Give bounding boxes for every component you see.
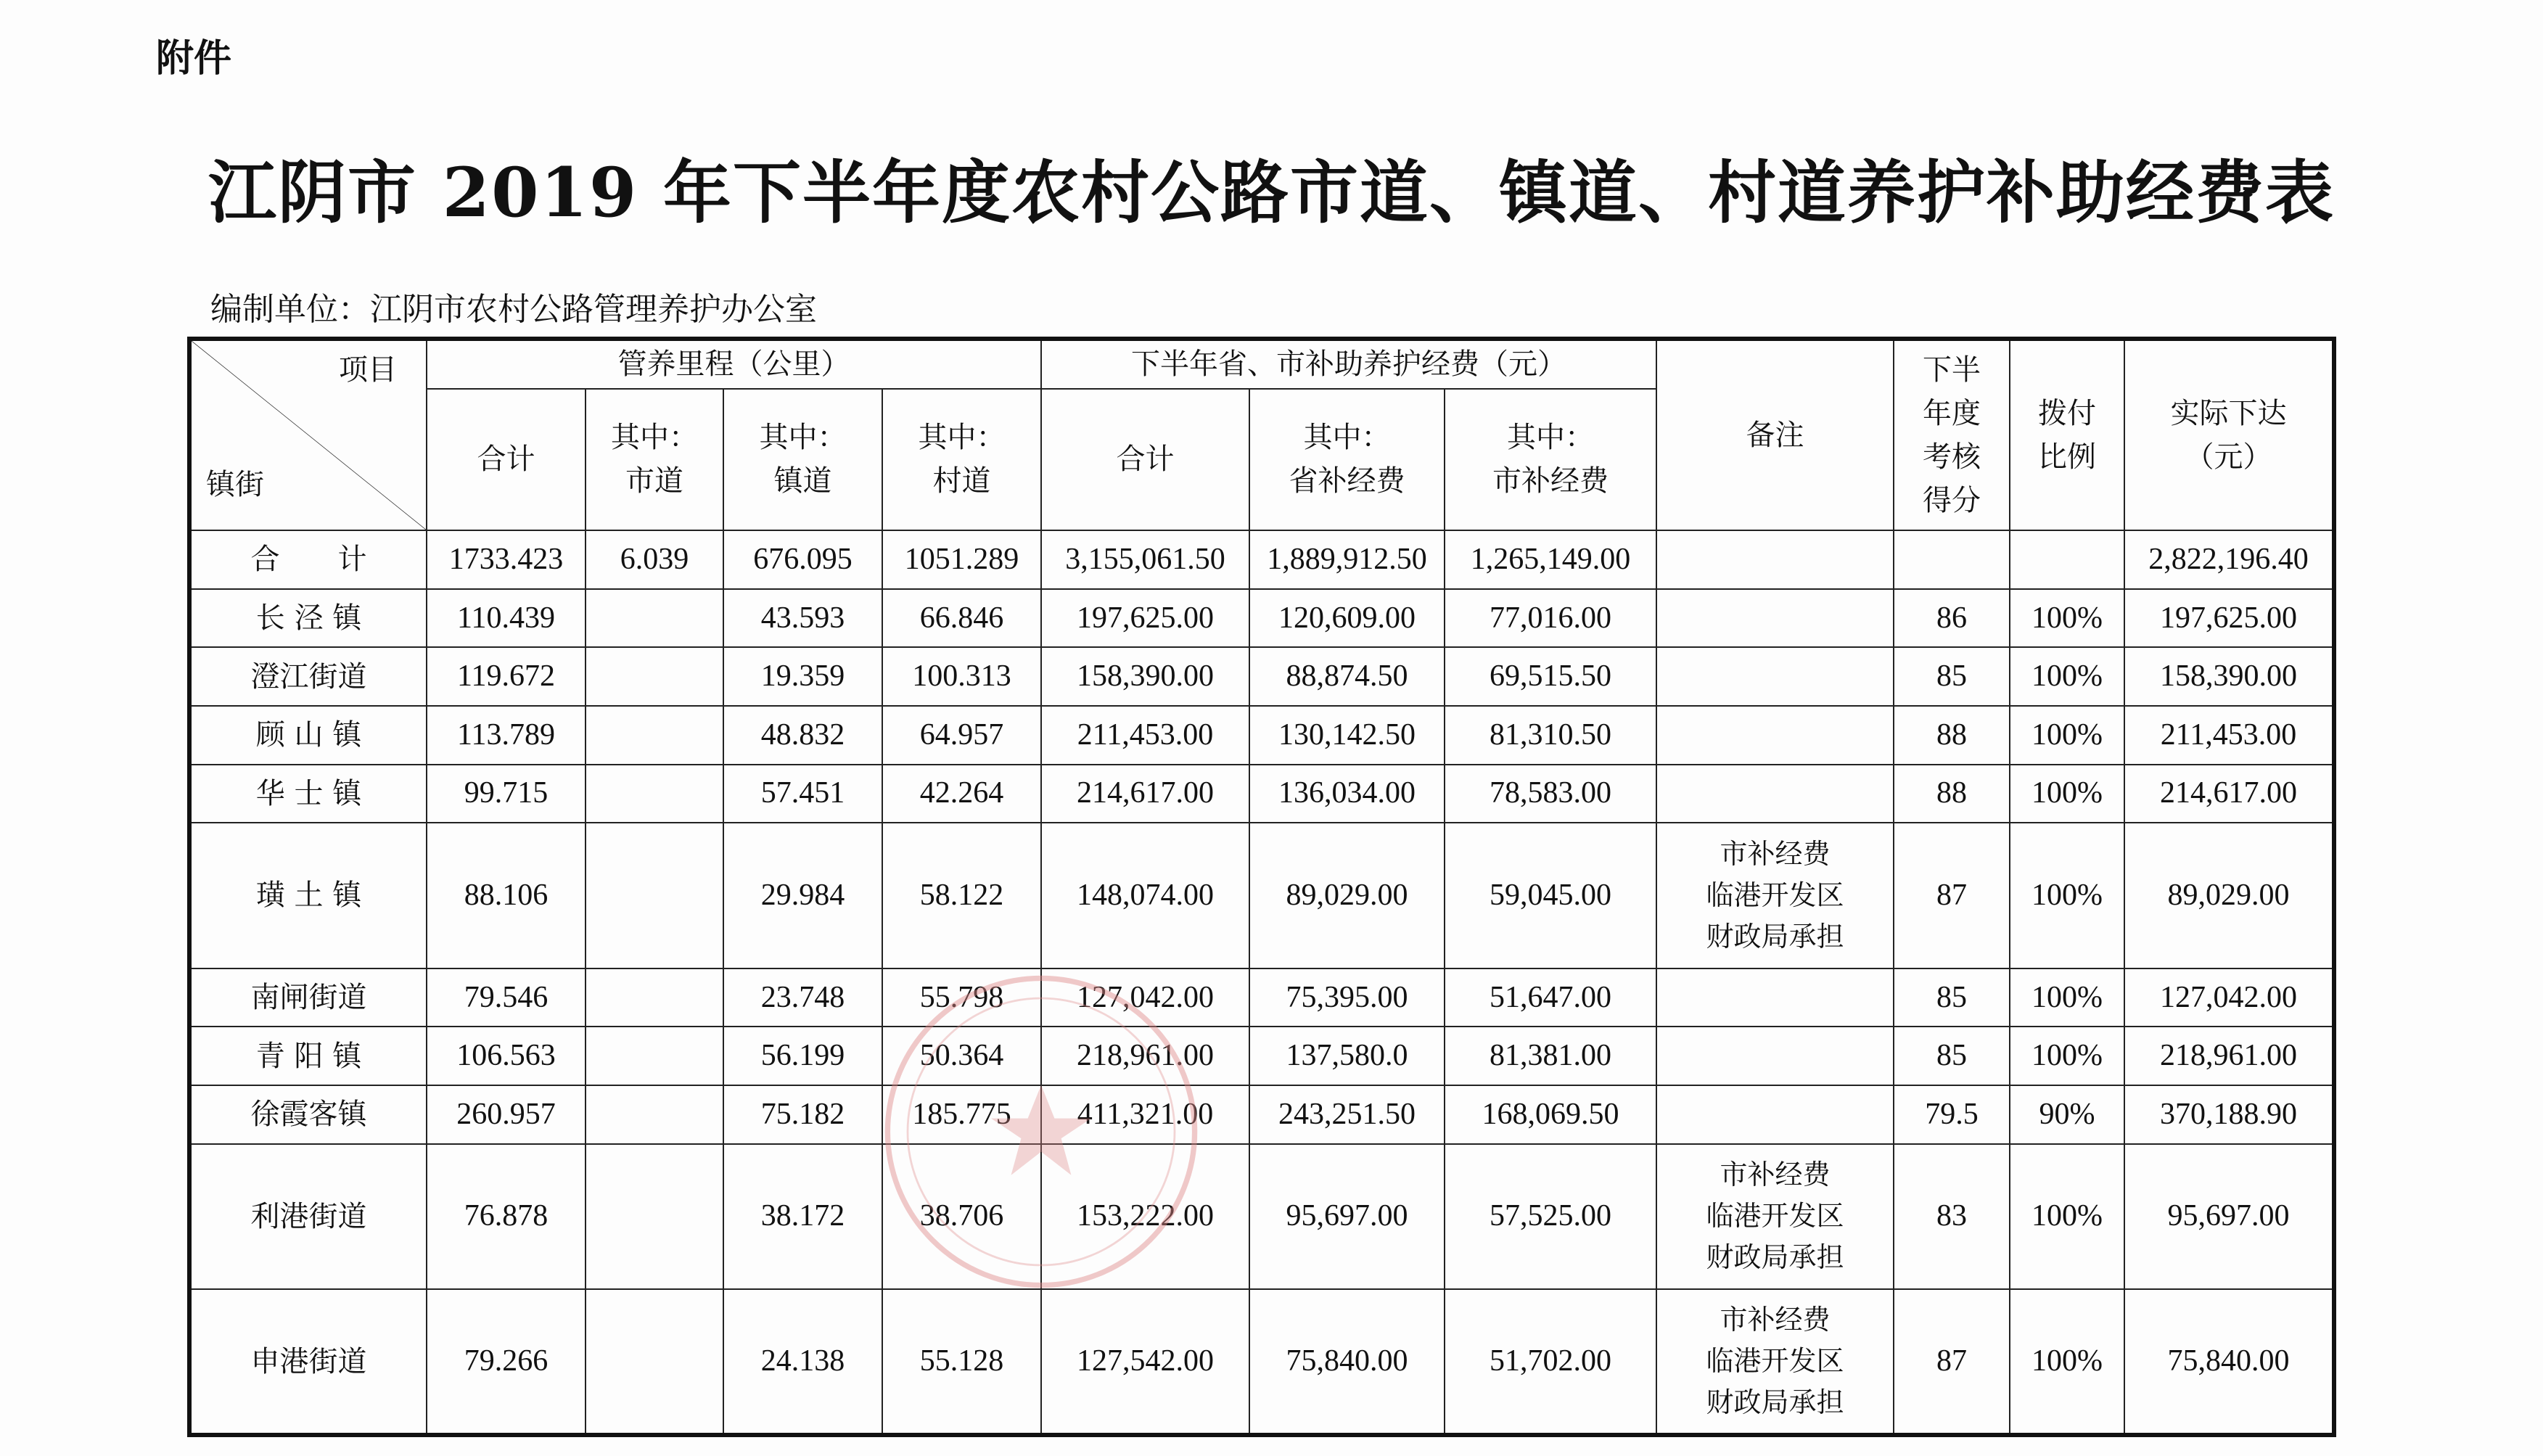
total-row bbox=[189, 530, 2334, 589]
cell-province-fund: 120,609.00 bbox=[1249, 589, 1445, 648]
cell-town-name: 南闸街道 bbox=[189, 968, 427, 1027]
cell-remark bbox=[1656, 968, 1894, 1027]
cell-province-fund: 75,395.00 bbox=[1249, 968, 1445, 1027]
cell-score: 88 bbox=[1894, 765, 2010, 823]
cell-mileage-total: 113.789 bbox=[427, 706, 586, 765]
cell-province-fund: 243,251.50 bbox=[1249, 1085, 1445, 1144]
cell-mileage-total: 110.439 bbox=[427, 589, 586, 648]
table-row bbox=[189, 765, 2334, 823]
town-road-header: 其中： 镇道 bbox=[723, 389, 882, 531]
cell-city-fund: 81,381.00 bbox=[1445, 1027, 1656, 1085]
cell-ratio: 100% bbox=[2010, 968, 2124, 1027]
compiling-unit: 编制单位：江阴市农村公路管理养护办公室 bbox=[210, 291, 817, 328]
remark-line: 财政局承担 bbox=[1706, 1241, 1844, 1274]
cell-province-fund: 1,889,912.50 bbox=[1249, 530, 1445, 589]
cell-town-name: 璜 土 镇 bbox=[189, 823, 427, 968]
village-road-header: 其中： 村道 bbox=[882, 389, 1041, 531]
remark-line: 财政局承担 bbox=[1706, 920, 1844, 953]
cell-city-road-km bbox=[586, 968, 723, 1027]
cell-ratio bbox=[2010, 530, 2124, 589]
cell-fund-total: 127,542.00 bbox=[1041, 1289, 1249, 1435]
cell-village-road-km: 185.775 bbox=[882, 1085, 1041, 1144]
cell-score: 88 bbox=[1894, 706, 2010, 765]
cell-score: 85 bbox=[1894, 647, 2010, 706]
cell-town-road-km: 24.138 bbox=[723, 1289, 882, 1435]
cell-fund-total: 148,074.00 bbox=[1041, 823, 1249, 968]
cell-city-road-km bbox=[586, 706, 723, 765]
cell-remark bbox=[1656, 706, 1894, 765]
cell-mileage-total: 1733.423 bbox=[427, 530, 586, 589]
cell-town-name: 青 阳 镇 bbox=[189, 1027, 427, 1085]
ratio-header: 拨付 比例 bbox=[2010, 339, 2124, 530]
cell-city-road-km bbox=[586, 1085, 723, 1144]
attachment-label: 附件 bbox=[156, 37, 232, 81]
cell-mileage-total: 79.266 bbox=[427, 1289, 586, 1435]
cell-city-fund: 77,016.00 bbox=[1445, 589, 1656, 648]
remark-line: 市补经费 bbox=[1720, 1159, 1831, 1191]
cell-score: 85 bbox=[1894, 1027, 2010, 1085]
cell-score: 83 bbox=[1894, 1144, 2010, 1290]
table-row bbox=[189, 1027, 2334, 1085]
cell-actual-amount: 2,822,196.40 bbox=[2124, 530, 2334, 589]
cell-fund-total: 153,222.00 bbox=[1041, 1144, 1249, 1290]
cell-village-road-km: 1051.289 bbox=[882, 530, 1041, 589]
cell-city-fund: 51,702.00 bbox=[1445, 1289, 1656, 1435]
cell-remark bbox=[1656, 1027, 1894, 1085]
cell-mileage-total: 88.106 bbox=[427, 823, 586, 968]
cell-town-name: 顾 山 镇 bbox=[189, 706, 427, 765]
table-row bbox=[189, 647, 2334, 706]
province-fund-header: 其中： 省补经费 bbox=[1249, 389, 1445, 531]
cell-city-road-km: 6.039 bbox=[586, 530, 723, 589]
city-fund-header: 其中： 市补经费 bbox=[1445, 389, 1656, 531]
cell-mileage-total: 79.546 bbox=[427, 968, 586, 1027]
table-row bbox=[189, 706, 2334, 765]
table-row bbox=[189, 1144, 2334, 1290]
cell-town-road-km: 75.182 bbox=[723, 1085, 882, 1144]
cell-actual-amount: 370,188.90 bbox=[2124, 1085, 2334, 1144]
score-header: 下半 年度 考核 得分 bbox=[1894, 339, 2010, 530]
cell-remark bbox=[1656, 1289, 1894, 1435]
cell-score: 79.5 bbox=[1894, 1085, 2010, 1144]
cell-city-fund: 1,265,149.00 bbox=[1445, 530, 1656, 589]
cell-fund-total: 218,961.00 bbox=[1041, 1027, 1249, 1085]
cell-mileage-total: 106.563 bbox=[427, 1027, 586, 1085]
cell-actual-amount: 158,390.00 bbox=[2124, 647, 2334, 706]
cell-province-fund: 136,034.00 bbox=[1249, 765, 1445, 823]
cell-province-fund: 89,029.00 bbox=[1249, 823, 1445, 968]
cell-village-road-km: 38.706 bbox=[882, 1144, 1041, 1290]
table-row bbox=[189, 1085, 2334, 1144]
cell-town-road-km: 19.359 bbox=[723, 647, 882, 706]
cell-town-road-km: 57.451 bbox=[723, 765, 882, 823]
cell-province-fund: 137,580.0 bbox=[1249, 1027, 1445, 1085]
cell-city-fund: 51,647.00 bbox=[1445, 968, 1656, 1027]
cell-actual-amount: 214,617.00 bbox=[2124, 765, 2334, 823]
cell-town-road-km: 56.199 bbox=[723, 1027, 882, 1085]
remark-line: 临港开发区 bbox=[1706, 1345, 1844, 1378]
cell-town-name: 长 泾 镇 bbox=[189, 589, 427, 648]
cell-town-name: 利港街道 bbox=[189, 1144, 427, 1290]
city-road-header: 其中： 市道 bbox=[586, 389, 723, 531]
cell-town-road-km: 43.593 bbox=[723, 589, 882, 648]
cell-village-road-km: 50.364 bbox=[882, 1027, 1041, 1085]
cell-actual-amount: 95,697.00 bbox=[2124, 1144, 2334, 1290]
table-row bbox=[189, 823, 2334, 968]
cell-town-name: 华 士 镇 bbox=[189, 765, 427, 823]
fund-total-header: 合计 bbox=[1041, 389, 1249, 531]
cell-remark bbox=[1656, 765, 1894, 823]
cell-city-road-km bbox=[586, 1027, 723, 1085]
cell-fund-total: 214,617.00 bbox=[1041, 765, 1249, 823]
cell-city-fund: 59,045.00 bbox=[1445, 823, 1656, 968]
cell-mileage-total: 99.715 bbox=[427, 765, 586, 823]
cell-town-road-km: 38.172 bbox=[723, 1144, 882, 1290]
table-body bbox=[189, 339, 2334, 1435]
page-title: 江阴市 2019 年下半年度农村公路市道、镇道、村道养护补助经费表 bbox=[208, 153, 2335, 233]
cell-actual-amount: 211,453.00 bbox=[2124, 706, 2334, 765]
cell-ratio: 100% bbox=[2010, 647, 2124, 706]
cell-province-fund: 75,840.00 bbox=[1249, 1289, 1445, 1435]
header-row-1 bbox=[189, 339, 2334, 389]
cell-actual-amount: 218,961.00 bbox=[2124, 1027, 2334, 1085]
cell-village-road-km: 55.798 bbox=[882, 968, 1041, 1027]
cell-fund-total: 3,155,061.50 bbox=[1041, 530, 1249, 589]
cell-town-road-km: 23.748 bbox=[723, 968, 882, 1027]
cell-ratio: 100% bbox=[2010, 1027, 2124, 1085]
cell-city-road-km bbox=[586, 1289, 723, 1435]
cell-mileage-total: 76.878 bbox=[427, 1144, 586, 1290]
cell-ratio: 100% bbox=[2010, 706, 2124, 765]
cell-score bbox=[1894, 530, 2010, 589]
actual-header: 实际下达 （元） bbox=[2124, 339, 2334, 530]
cell-fund-total: 158,390.00 bbox=[1041, 647, 1249, 706]
cell-actual-amount: 75,840.00 bbox=[2124, 1289, 2334, 1435]
cell-remark bbox=[1656, 823, 1894, 968]
cell-village-road-km: 42.264 bbox=[882, 765, 1041, 823]
cell-mileage-total: 119.672 bbox=[427, 647, 586, 706]
cell-ratio: 100% bbox=[2010, 1144, 2124, 1290]
corner-header-cell bbox=[189, 339, 427, 530]
cell-town-name: 澄江街道 bbox=[189, 647, 427, 706]
cell-fund-total: 411,321.00 bbox=[1041, 1085, 1249, 1144]
cell-fund-total: 197,625.00 bbox=[1041, 589, 1249, 648]
cell-city-road-km bbox=[586, 589, 723, 648]
cell-city-fund: 81,310.50 bbox=[1445, 706, 1656, 765]
cell-ratio: 100% bbox=[2010, 765, 2124, 823]
cell-province-fund: 88,874.50 bbox=[1249, 647, 1445, 706]
cell-score: 85 bbox=[1894, 968, 2010, 1027]
cell-fund-total: 211,453.00 bbox=[1041, 706, 1249, 765]
cell-ratio: 100% bbox=[2010, 823, 2124, 968]
cell-city-fund: 168,069.50 bbox=[1445, 1085, 1656, 1144]
cell-town-road-km: 676.095 bbox=[723, 530, 882, 589]
cell-ratio: 90% bbox=[2010, 1085, 2124, 1144]
cell-score: 86 bbox=[1894, 589, 2010, 648]
remark-line: 财政局承担 bbox=[1706, 1386, 1844, 1419]
cell-village-road-km: 66.846 bbox=[882, 589, 1041, 648]
cell-remark bbox=[1656, 647, 1894, 706]
cell-city-fund: 57,525.00 bbox=[1445, 1144, 1656, 1290]
cell-remark bbox=[1656, 1085, 1894, 1144]
fund-group-header: 下半年省、市补助养护经费（元） bbox=[1041, 339, 1656, 389]
cell-village-road-km: 64.957 bbox=[882, 706, 1041, 765]
cell-remark bbox=[1656, 1144, 1894, 1290]
cell-town-road-km: 48.832 bbox=[723, 706, 882, 765]
cell-town-road-km: 29.984 bbox=[723, 823, 882, 968]
cell-ratio: 100% bbox=[2010, 589, 2124, 648]
cell-town-name: 徐霞客镇 bbox=[189, 1085, 427, 1144]
cell-city-road-km bbox=[586, 823, 723, 968]
cell-city-road-km bbox=[586, 1144, 723, 1290]
cell-village-road-km: 100.313 bbox=[882, 647, 1041, 706]
town-header: 镇街 bbox=[206, 468, 264, 502]
cell-actual-amount: 127,042.00 bbox=[2124, 968, 2334, 1027]
cell-score: 87 bbox=[1894, 823, 2010, 968]
cell-village-road-km: 55.128 bbox=[882, 1289, 1041, 1435]
cell-province-fund: 130,142.50 bbox=[1249, 706, 1445, 765]
cell-score: 87 bbox=[1894, 1289, 2010, 1435]
remark-line: 市补经费 bbox=[1720, 837, 1831, 870]
remark-header: 备注 bbox=[1656, 339, 1894, 530]
cell-actual-amount: 197,625.00 bbox=[2124, 589, 2334, 648]
cell-town-name: 申港街道 bbox=[189, 1289, 427, 1435]
cell-town-name: 合 计 bbox=[189, 530, 427, 589]
cell-remark bbox=[1656, 530, 1894, 589]
cell-actual-amount: 89,029.00 bbox=[2124, 823, 2334, 968]
cell-city-road-km bbox=[586, 647, 723, 706]
remark-line: 市补经费 bbox=[1720, 1304, 1831, 1336]
funding-table bbox=[187, 337, 2336, 1437]
mileage-group-header: 管养里程（公里） bbox=[427, 339, 1041, 389]
item-header: 项目 bbox=[339, 353, 397, 387]
mileage-total-header: 合计 bbox=[427, 389, 586, 531]
cell-city-fund: 69,515.50 bbox=[1445, 647, 1656, 706]
cell-province-fund: 95,697.00 bbox=[1249, 1144, 1445, 1290]
remark-line: 临港开发区 bbox=[1706, 879, 1844, 911]
table-row bbox=[189, 1289, 2334, 1435]
cell-city-road-km bbox=[586, 765, 723, 823]
cell-village-road-km: 58.122 bbox=[882, 823, 1041, 968]
table-row bbox=[189, 589, 2334, 648]
remark-line: 临港开发区 bbox=[1706, 1200, 1844, 1233]
cell-city-fund: 78,583.00 bbox=[1445, 765, 1656, 823]
table-row bbox=[189, 968, 2334, 1027]
cell-remark bbox=[1656, 589, 1894, 648]
cell-ratio: 100% bbox=[2010, 1289, 2124, 1435]
cell-mileage-total: 260.957 bbox=[427, 1085, 586, 1144]
cell-fund-total: 127,042.00 bbox=[1041, 968, 1249, 1027]
